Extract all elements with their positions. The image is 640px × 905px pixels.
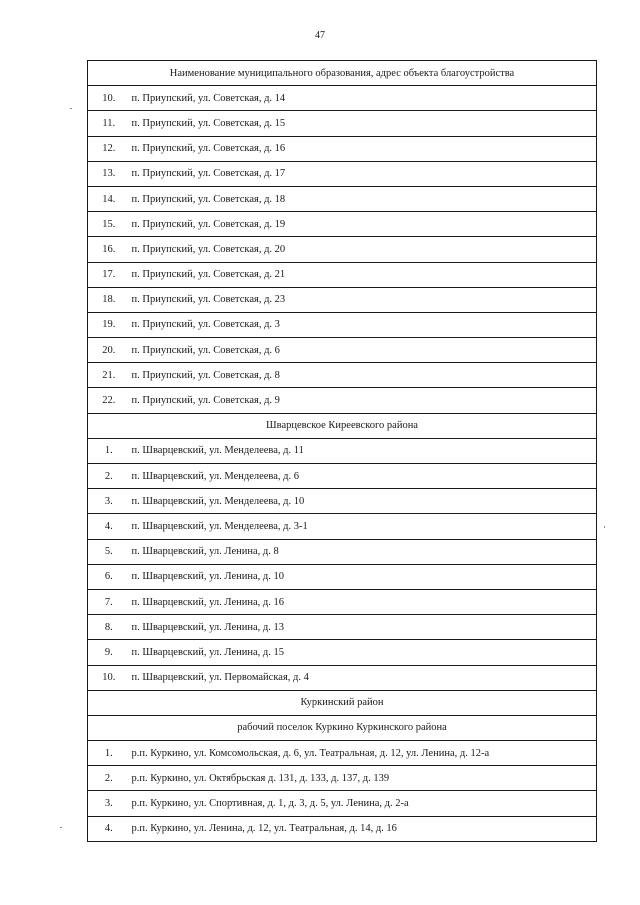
table-row [88, 363, 597, 388]
row-address: п. Шварцевский, ул. Ленина, д. 16 [130, 589, 597, 614]
table-row [88, 136, 597, 161]
table-row [88, 262, 597, 287]
row-address: п. Приупский, ул. Советская, д. 6 [130, 338, 597, 363]
row-number: 7. [88, 589, 130, 614]
table-row [88, 489, 597, 514]
row-address: р.п. Куркино, ул. Ленина, д. 12, ул. Театральная, д. 14, д. 16 [130, 816, 597, 841]
row-number: 2. [88, 464, 130, 489]
page-number: 47 [315, 30, 325, 41]
table-row [88, 312, 597, 337]
row-number: 3. [88, 791, 130, 816]
address-table [87, 60, 597, 842]
table-header: Наименование муниципального образования, адрес объекта благоустройства [88, 61, 597, 86]
row-number: 8. [88, 615, 130, 640]
row-address: п. Приупский, ул. Советская, д. 3 [130, 312, 597, 337]
row-number: 11. [88, 111, 130, 136]
row-number: 21. [88, 363, 130, 388]
table-row [88, 186, 597, 211]
row-address: п. Приупский, ул. Советская, д. 17 [130, 161, 597, 186]
row-number: 19. [88, 312, 130, 337]
row-address: п. Приупский, ул. Советская, д. 23 [130, 287, 597, 312]
table-row [88, 287, 597, 312]
row-address: п. Шварцевский, ул. Менделеева, д. 10 [130, 489, 597, 514]
table-row [88, 111, 597, 136]
row-number: 2. [88, 766, 130, 791]
row-address: п. Шварцевский, ул. Ленина, д. 13 [130, 615, 597, 640]
row-number: 13. [88, 161, 130, 186]
section-title: Шварцевское Киреевского района [88, 413, 597, 438]
row-address: п. Шварцевский, ул. Ленина, д. 15 [130, 640, 597, 665]
table-row [88, 741, 597, 766]
table-header-row [88, 61, 597, 86]
scan-speck [604, 526, 605, 528]
row-address: п. Приупский, ул. Советская, д. 15 [130, 111, 597, 136]
table-row [88, 564, 597, 589]
row-address: п. Шварцевский, ул. Менделеева, д. 11 [130, 438, 597, 463]
table-row [88, 514, 597, 539]
section-row [88, 413, 597, 438]
row-number: 14. [88, 186, 130, 211]
row-number: 15. [88, 212, 130, 237]
row-address: п. Приупский, ул. Советская, д. 8 [130, 363, 597, 388]
table-row [88, 665, 597, 690]
table-row [88, 388, 597, 413]
row-number: 4. [88, 816, 130, 841]
row-address: п. Приупский, ул. Советская, д. 14 [130, 86, 597, 111]
row-address: п. Приупский, ул. Советская, д. 18 [130, 186, 597, 211]
row-address: п. Шварцевский, ул. Первомайская, д. 4 [130, 665, 597, 690]
table-row [88, 589, 597, 614]
row-number: 9. [88, 640, 130, 665]
table-row [88, 640, 597, 665]
section-title: рабочий поселок Куркино Куркинского района [88, 715, 597, 740]
table-row [88, 161, 597, 186]
row-address: п. Шварцевский, ул. Менделеева, д. 6 [130, 464, 597, 489]
scan-speck [60, 827, 62, 828]
row-address: р.п. Куркино, ул. Октябрьская д. 131, д. 133, д. 137, д. 139 [130, 766, 597, 791]
row-number: 5. [88, 539, 130, 564]
row-address: п. Шварцевский, ул. Ленина, д. 8 [130, 539, 597, 564]
row-address: п. Приупский, ул. Советская, д. 16 [130, 136, 597, 161]
table-row [88, 338, 597, 363]
row-address: п. Шварцевский, ул. Ленина, д. 10 [130, 564, 597, 589]
row-number: 10. [88, 86, 130, 111]
row-number: 10. [88, 665, 130, 690]
row-address: р.п. Куркино, ул. Комсомольская, д. 6, ул. Театральная, д. 12, ул. Ленина, д. 12-а [130, 741, 597, 766]
row-address: п. Приупский, ул. Советская, д. 21 [130, 262, 597, 287]
table-row [88, 766, 597, 791]
row-address: р.п. Куркино, ул. Спортивная, д. 1, д. 3, д. 5, ул. Ленина, д. 2-а [130, 791, 597, 816]
row-number: 3. [88, 489, 130, 514]
row-number: 1. [88, 438, 130, 463]
table-row [88, 791, 597, 816]
row-address: п. Приупский, ул. Советская, д. 19 [130, 212, 597, 237]
row-number: 1. [88, 741, 130, 766]
table-row [88, 615, 597, 640]
table-row [88, 438, 597, 463]
table-row [88, 816, 597, 841]
table-row [88, 212, 597, 237]
row-number: 12. [88, 136, 130, 161]
table-row [88, 86, 597, 111]
scan-speck [70, 108, 72, 109]
table-row [88, 464, 597, 489]
row-number: 16. [88, 237, 130, 262]
row-address: п. Шварцевский, ул. Менделеева, д. 3-1 [130, 514, 597, 539]
table-row [88, 237, 597, 262]
row-number: 22. [88, 388, 130, 413]
row-number: 4. [88, 514, 130, 539]
row-number: 18. [88, 287, 130, 312]
table-row [88, 539, 597, 564]
section-title: Куркинский район [88, 690, 597, 715]
section-row [88, 690, 597, 715]
row-number: 20. [88, 338, 130, 363]
row-address: п. Приупский, ул. Советская, д. 20 [130, 237, 597, 262]
row-address: п. Приупский, ул. Советская, д. 9 [130, 388, 597, 413]
row-number: 17. [88, 262, 130, 287]
row-number: 6. [88, 564, 130, 589]
section-row [88, 715, 597, 740]
